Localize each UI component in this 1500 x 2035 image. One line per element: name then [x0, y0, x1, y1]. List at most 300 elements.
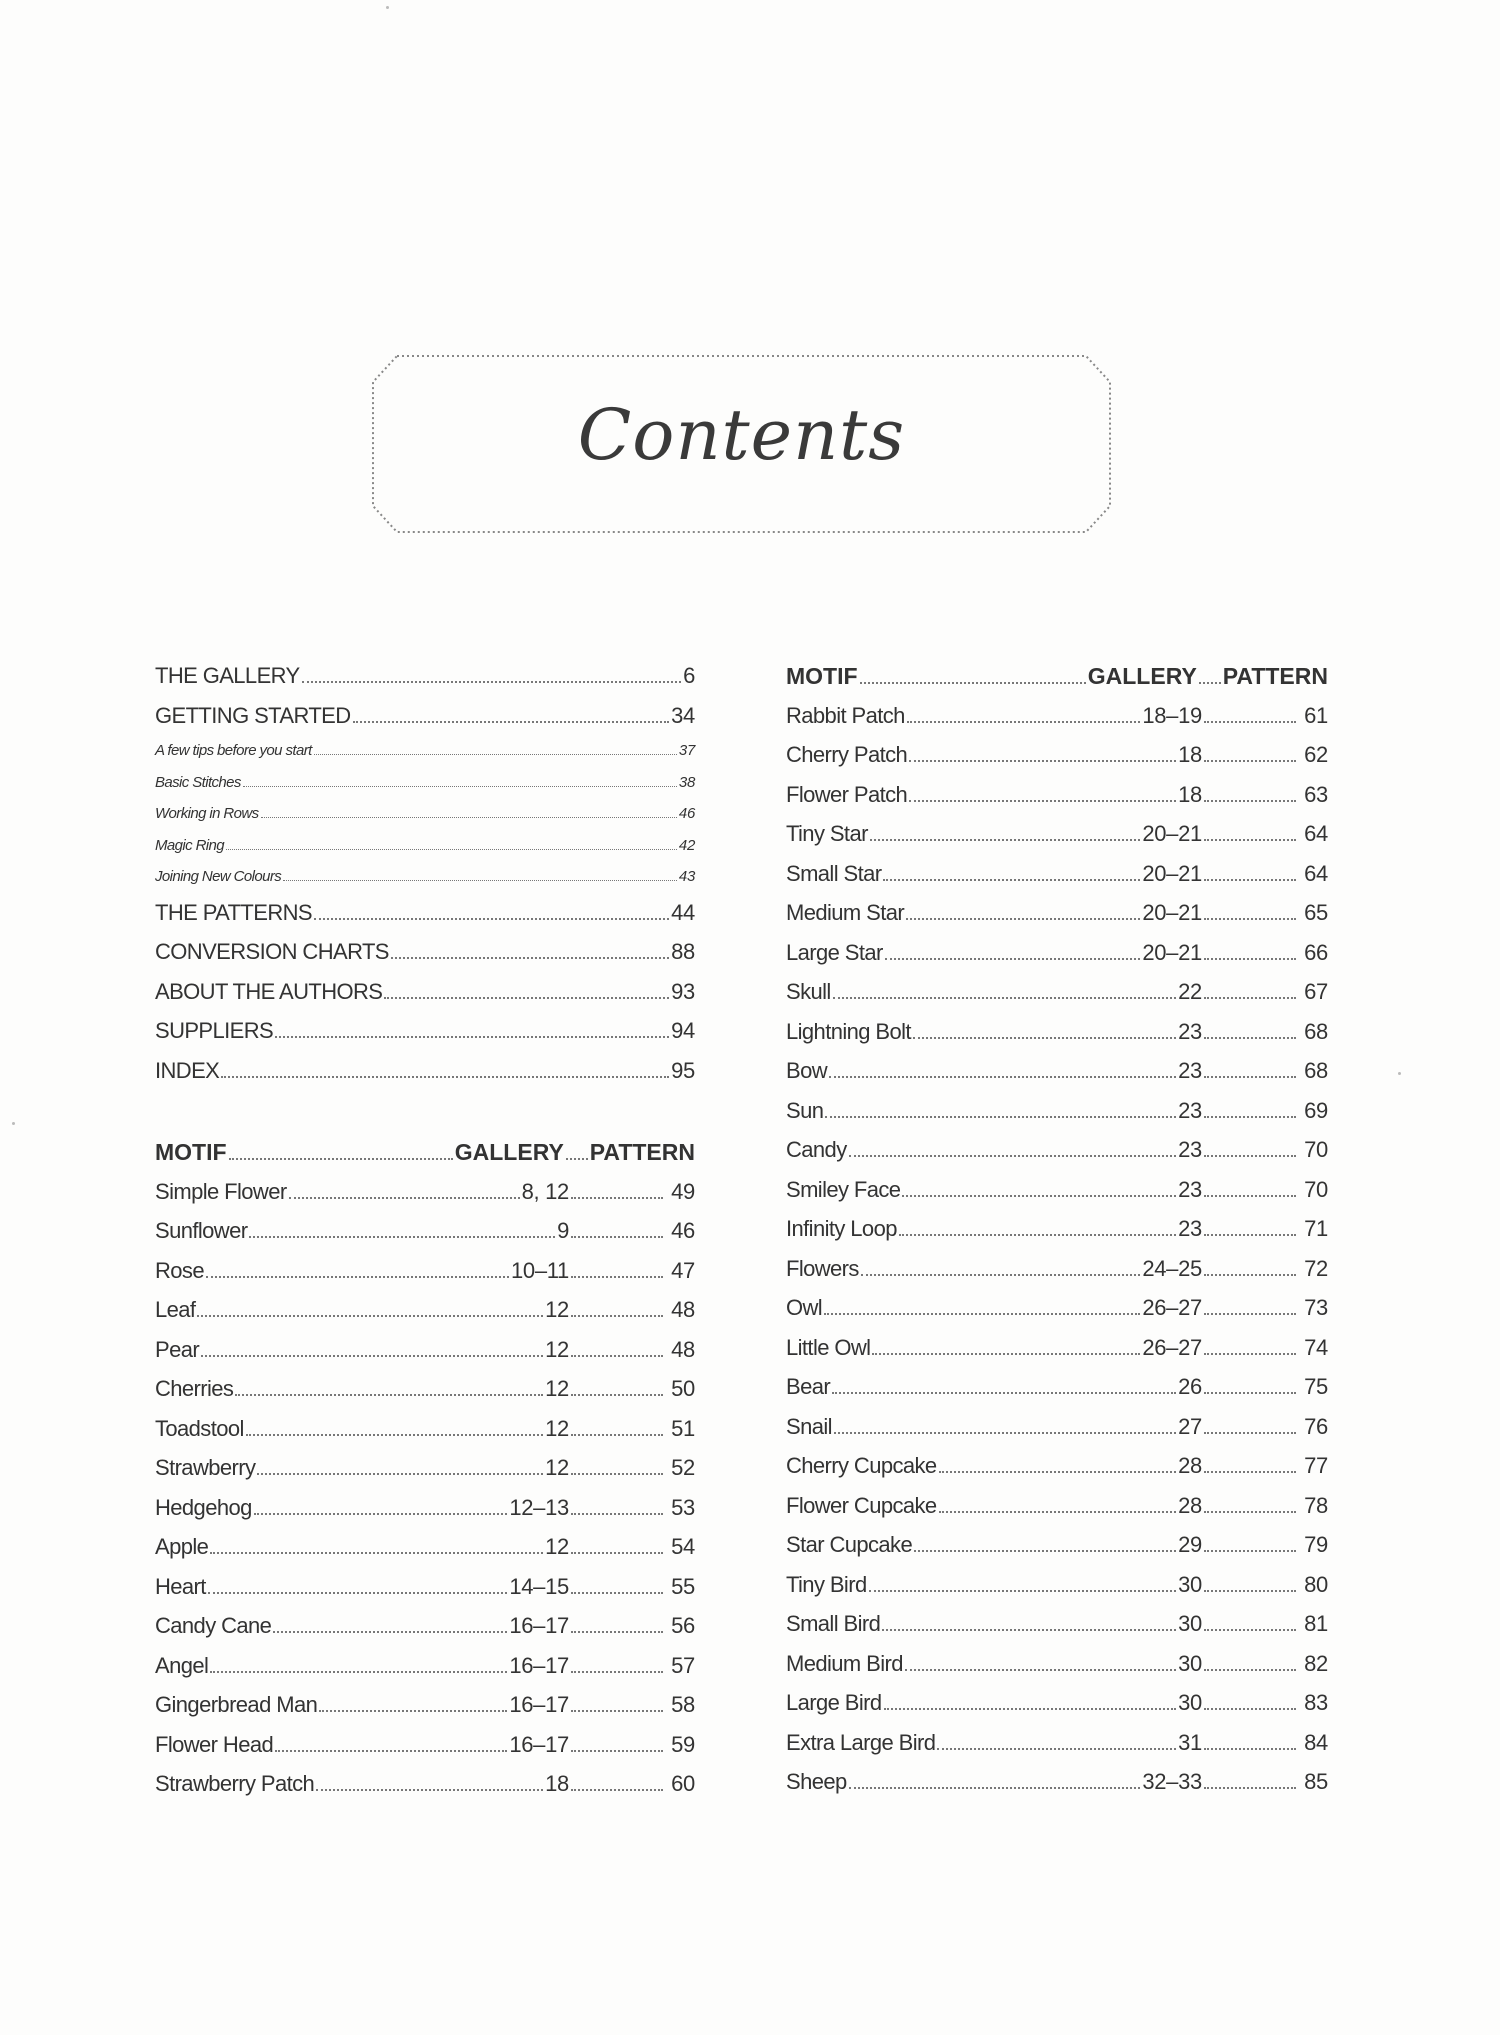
motif-name: Smiley Face — [786, 1176, 901, 1202]
leader-dots — [571, 1552, 663, 1554]
pattern-page: 46 — [671, 1218, 695, 1243]
gallery-page: 20–21 — [1142, 900, 1202, 925]
toc-page-number: 43 — [678, 868, 695, 885]
leader-dots — [937, 1748, 1176, 1750]
pattern-page: 54 — [671, 1534, 695, 1559]
leader-dots — [1204, 1550, 1296, 1552]
pattern-page: 63 — [1304, 781, 1328, 807]
pattern-page: 85 — [1304, 1769, 1328, 1794]
motif-name: Bow — [786, 1058, 827, 1083]
leader-dots — [571, 1434, 663, 1436]
gallery-page: 16–17 — [509, 1652, 569, 1678]
toc-page-number: 94 — [671, 1018, 695, 1043]
leader-dots — [314, 918, 669, 920]
gallery-page: 27 — [1178, 1413, 1202, 1439]
leader-dots — [391, 957, 669, 959]
motif-row — [786, 900, 1328, 940]
leader-dots — [302, 681, 681, 683]
leader-dots — [914, 1550, 1176, 1552]
toc-entry-label: Magic Ring — [155, 836, 225, 854]
leader-dots — [261, 817, 677, 818]
section-spacer — [155, 1097, 695, 1139]
motif-row — [786, 1019, 1328, 1059]
leader-dots — [1204, 1629, 1296, 1631]
leader-dots — [902, 1195, 1176, 1197]
pattern-page: 52 — [671, 1455, 695, 1480]
motif-name: Flowers — [786, 1255, 859, 1281]
motif-row — [786, 1690, 1328, 1730]
pattern-page: 57 — [671, 1652, 695, 1678]
motif-name: Toadstool — [155, 1415, 244, 1441]
leader-dots — [909, 800, 1176, 802]
motif-row — [155, 1376, 695, 1416]
motif-row — [786, 979, 1328, 1019]
leader-dots — [1204, 918, 1296, 920]
motif-name: Flower Cupcake — [786, 1492, 937, 1518]
motif-row — [786, 1730, 1328, 1770]
motif-name: Candy Cane — [155, 1613, 272, 1638]
gallery-page: 22 — [1178, 979, 1202, 1004]
motif-row — [786, 1335, 1328, 1375]
gallery-page: 16–17 — [509, 1613, 569, 1638]
gallery-page: 14–15 — [509, 1573, 569, 1599]
toc-row — [155, 837, 695, 869]
leader-dots — [1204, 1155, 1296, 1157]
gallery-page: 30 — [1178, 1650, 1202, 1676]
pattern-page: 74 — [1304, 1334, 1328, 1360]
toc-row — [155, 663, 695, 703]
leader-dots — [861, 1274, 1141, 1276]
leader-dots — [832, 1392, 1176, 1394]
leader-dots — [229, 1158, 453, 1160]
pattern-page: 48 — [671, 1297, 695, 1322]
motif-name: Cherries — [155, 1376, 234, 1401]
toc-entry-label: SUPPLIERS — [155, 1018, 274, 1043]
pattern-page: 50 — [671, 1376, 695, 1401]
leader-dots — [939, 1471, 1177, 1473]
gallery-page: 8, 12 — [521, 1178, 569, 1204]
motif-name: Extra Large Bird — [786, 1729, 936, 1755]
motif-row — [786, 1414, 1328, 1454]
leader-dots — [1204, 1195, 1296, 1197]
leader-dots — [939, 1511, 1177, 1513]
leader-dots — [834, 1432, 1176, 1434]
gallery-page: 23 — [1178, 1216, 1202, 1241]
motif-name: Angel — [155, 1652, 209, 1678]
gallery-page: 9 — [557, 1218, 569, 1243]
pattern-page: 53 — [671, 1494, 695, 1520]
leader-dots — [1204, 1392, 1296, 1394]
pattern-page: 70 — [1304, 1137, 1328, 1162]
leader-dots — [275, 1036, 669, 1038]
toc-entry-label: THE PATTERNS — [155, 899, 312, 925]
paper-speck — [12, 1122, 15, 1125]
motif-row — [786, 1098, 1328, 1138]
leader-dots — [571, 1315, 663, 1317]
pattern-page: 64 — [1304, 821, 1328, 846]
pattern-page: 66 — [1304, 939, 1328, 965]
leader-dots — [1204, 839, 1296, 841]
leader-dots — [913, 1037, 1176, 1039]
gallery-page: 18–19 — [1142, 702, 1202, 728]
gallery-page: 29 — [1178, 1532, 1202, 1557]
gallery-page: 28 — [1178, 1453, 1202, 1478]
leader-dots — [384, 997, 669, 999]
leader-dots — [201, 1355, 543, 1357]
motif-row — [786, 1769, 1328, 1809]
motif-name: Small Star — [786, 860, 882, 886]
leader-dots — [909, 760, 1176, 762]
leader-dots — [882, 1629, 1176, 1631]
motif-row — [786, 1493, 1328, 1533]
motif-row — [155, 1613, 695, 1653]
motif-name: Infinity Loop — [786, 1216, 897, 1241]
leader-dots — [899, 1234, 1176, 1236]
toc-entry-label: Working in Rows — [155, 805, 259, 822]
pattern-page: 49 — [671, 1178, 695, 1204]
toc-row — [155, 1058, 695, 1098]
pattern-page: 68 — [1304, 1058, 1328, 1083]
gallery-page: 12 — [545, 1455, 569, 1480]
gallery-page: 12 — [545, 1415, 569, 1441]
motif-row — [786, 1137, 1328, 1177]
leader-dots — [870, 839, 1141, 841]
motif-name: Medium Star — [786, 900, 905, 925]
motif-name: Strawberry Patch — [155, 1771, 315, 1796]
pattern-page: 71 — [1304, 1216, 1328, 1241]
pattern-page: 60 — [671, 1771, 695, 1796]
leader-dots — [1204, 1471, 1296, 1473]
motif-name: Bear — [786, 1374, 831, 1399]
toc-page-number: 42 — [678, 836, 695, 854]
leader-dots — [1204, 1669, 1296, 1671]
motif-name: Apple — [155, 1534, 209, 1559]
motif-list-left — [155, 1179, 695, 1811]
leader-dots — [210, 1671, 507, 1673]
leader-dots — [872, 1353, 1140, 1355]
motif-name: Tiny Star — [786, 821, 868, 846]
motif-name: Pear — [155, 1336, 200, 1362]
gallery-page: 30 — [1178, 1611, 1202, 1636]
leader-dots — [316, 1789, 543, 1791]
leader-dots — [1199, 682, 1221, 684]
leader-dots — [243, 786, 677, 787]
leader-dots — [249, 1236, 555, 1238]
pattern-page: 84 — [1304, 1729, 1328, 1755]
toc-entry-label: A few tips before you start — [155, 742, 312, 759]
toc-entry-label: Joining New Colours — [155, 868, 282, 885]
leader-dots — [1204, 760, 1296, 762]
leader-dots — [1204, 1076, 1296, 1078]
toc-page-number: 88 — [671, 939, 695, 964]
gallery-page: 26–27 — [1142, 1334, 1202, 1360]
gallery-page: 12 — [545, 1336, 569, 1362]
motif-row — [786, 1611, 1328, 1651]
leader-dots — [849, 1787, 1141, 1789]
pattern-page: 67 — [1304, 979, 1328, 1004]
motif-name: Flower Head — [155, 1731, 274, 1757]
leader-dots — [1204, 997, 1296, 999]
gallery-page: 10–11 — [510, 1257, 569, 1283]
leader-dots — [1204, 1511, 1296, 1513]
contents-right-column — [786, 663, 1328, 1809]
leader-dots — [571, 1710, 663, 1712]
pattern-page: 73 — [1304, 1295, 1328, 1320]
pattern-page: 76 — [1304, 1413, 1328, 1439]
gallery-page: 12 — [545, 1297, 569, 1322]
toc-page-number: 34 — [671, 702, 695, 728]
toc-entry-label: CONVERSION CHARTS — [155, 939, 389, 964]
leader-dots — [1204, 958, 1296, 960]
motif-name: Simple Flower — [155, 1178, 287, 1204]
motif-column-header: MOTIF — [786, 663, 858, 689]
motif-name: Rose — [155, 1257, 204, 1283]
gallery-column-header: GALLERY — [454, 1139, 564, 1165]
motif-row — [786, 1572, 1328, 1612]
motif-row — [786, 1532, 1328, 1572]
paper-speck — [386, 6, 389, 9]
leader-dots — [824, 1313, 1140, 1315]
motif-name: Sheep — [786, 1769, 847, 1794]
pattern-page: 56 — [671, 1613, 695, 1638]
pattern-page: 59 — [671, 1731, 695, 1757]
pattern-page: 51 — [671, 1415, 695, 1441]
leader-dots — [1204, 1313, 1296, 1315]
motif-name: Small Bird — [786, 1611, 881, 1636]
leader-dots — [885, 958, 1141, 960]
leader-dots — [1204, 1116, 1296, 1118]
pattern-page: 65 — [1304, 900, 1328, 925]
toc-entry-label: GETTING STARTED — [155, 702, 351, 728]
pattern-page: 68 — [1304, 1018, 1328, 1044]
leader-dots — [825, 1116, 1176, 1118]
leader-dots — [869, 1590, 1177, 1592]
page-title: Contents — [577, 394, 906, 476]
toc-entry-label: Basic Stitches — [155, 773, 241, 791]
leader-dots — [571, 1631, 663, 1633]
motif-row — [786, 1058, 1328, 1098]
toc-page-number: 44 — [671, 899, 695, 925]
toc-page-number: 6 — [683, 663, 695, 688]
leader-dots — [210, 1552, 543, 1554]
toc-entry-label: INDEX — [155, 1057, 220, 1083]
motif-name: Gingerbread Man — [155, 1692, 318, 1717]
leader-dots — [1204, 800, 1296, 802]
leader-dots — [1204, 1274, 1296, 1276]
leader-dots — [246, 1434, 543, 1436]
leader-dots — [319, 1710, 507, 1712]
leader-dots — [275, 1750, 507, 1752]
pattern-page: 70 — [1304, 1176, 1328, 1202]
pattern-page: 82 — [1304, 1650, 1328, 1676]
motif-row — [786, 703, 1328, 743]
motif-row — [786, 1216, 1328, 1256]
leader-dots — [905, 1669, 1176, 1671]
leader-dots — [571, 1750, 663, 1752]
leader-dots — [884, 1708, 1177, 1710]
toc-entry-label: ABOUT THE AUTHORS — [155, 978, 383, 1004]
leader-dots — [1204, 1787, 1296, 1789]
motif-name: Leaf — [155, 1297, 196, 1322]
motif-name: Star Cupcake — [786, 1532, 913, 1557]
motif-row — [786, 782, 1328, 822]
motif-row — [155, 1534, 695, 1574]
motif-name: Cherry Cupcake — [786, 1453, 937, 1478]
leader-dots — [860, 682, 1086, 684]
toc-list — [155, 663, 695, 1097]
gallery-page: 12 — [545, 1376, 569, 1401]
motif-header-row — [786, 663, 1328, 703]
motif-row — [155, 1455, 695, 1495]
motif-row — [155, 1732, 695, 1772]
motif-name: Candy — [786, 1137, 847, 1162]
motif-name: Flower Patch — [786, 781, 908, 807]
pattern-page: 58 — [671, 1692, 695, 1717]
gallery-page: 23 — [1178, 1137, 1202, 1162]
gallery-page: 18 — [545, 1771, 569, 1796]
gallery-page: 31 — [1178, 1729, 1202, 1755]
gallery-page: 16–17 — [509, 1731, 569, 1757]
leader-dots — [353, 721, 670, 723]
pattern-column-header: PATTERN — [589, 1139, 695, 1165]
gallery-page: 23 — [1178, 1058, 1202, 1083]
leader-dots — [206, 1276, 509, 1278]
toc-page-number: 37 — [678, 742, 695, 759]
pattern-page: 69 — [1304, 1097, 1328, 1123]
motif-name: Large Star — [786, 939, 883, 965]
gallery-page: 12 — [545, 1534, 569, 1559]
leader-dots — [907, 721, 1141, 723]
pattern-page: 47 — [671, 1257, 695, 1283]
pattern-page: 77 — [1304, 1453, 1328, 1478]
motif-row — [155, 1692, 695, 1732]
leader-dots — [571, 1789, 663, 1791]
motif-name: Heart — [155, 1573, 206, 1599]
motif-name: Hedgehog — [155, 1494, 252, 1520]
leader-dots — [566, 1158, 588, 1160]
motif-name: Tiny Bird — [786, 1571, 867, 1597]
pattern-page: 61 — [1304, 702, 1328, 728]
gallery-page: 26 — [1178, 1374, 1202, 1399]
leader-dots — [226, 849, 677, 850]
leader-dots — [571, 1355, 663, 1357]
pattern-page: 79 — [1304, 1532, 1328, 1557]
title-frame — [369, 352, 1114, 536]
gallery-page: 30 — [1178, 1690, 1202, 1715]
leader-dots — [273, 1631, 507, 1633]
motif-row — [786, 861, 1328, 901]
motif-row — [155, 1653, 695, 1693]
motif-row — [786, 742, 1328, 782]
pattern-page: 62 — [1304, 742, 1328, 767]
leader-dots — [257, 1473, 543, 1475]
motif-row — [155, 1179, 695, 1219]
gallery-page: 18 — [1178, 742, 1202, 767]
motif-row — [786, 940, 1328, 980]
toc-row — [155, 868, 695, 900]
leader-dots — [197, 1315, 543, 1317]
pattern-page: 72 — [1304, 1255, 1328, 1281]
leader-dots — [571, 1276, 663, 1278]
leader-dots — [571, 1671, 663, 1673]
motif-row — [155, 1574, 695, 1614]
gallery-page: 23 — [1178, 1176, 1202, 1202]
leader-dots — [235, 1394, 543, 1396]
leader-dots — [221, 1076, 669, 1078]
leader-dots — [849, 1155, 1177, 1157]
motif-row — [786, 821, 1328, 861]
motif-row — [786, 1453, 1328, 1493]
leader-dots — [1204, 721, 1296, 723]
pattern-column-header: PATTERN — [1222, 663, 1328, 689]
motif-name: Rabbit Patch — [786, 702, 905, 728]
leader-dots — [571, 1473, 663, 1475]
toc-row — [155, 1018, 695, 1058]
gallery-page: 20–21 — [1142, 821, 1202, 846]
toc-page-number: 46 — [678, 805, 695, 822]
motif-row — [786, 1295, 1328, 1335]
leader-dots — [314, 754, 677, 755]
leader-dots — [829, 1076, 1176, 1078]
toc-row — [155, 979, 695, 1019]
leader-dots — [571, 1513, 663, 1515]
toc-page-number: 95 — [671, 1057, 695, 1083]
pattern-page: 83 — [1304, 1690, 1328, 1715]
leader-dots — [1204, 1432, 1296, 1434]
toc-row — [155, 900, 695, 940]
pattern-page: 64 — [1304, 860, 1328, 886]
motif-name: Skull — [786, 979, 831, 1004]
gallery-page: 32–33 — [1142, 1769, 1202, 1794]
motif-row — [786, 1374, 1328, 1414]
motif-list-right — [786, 703, 1328, 1809]
leader-dots — [571, 1197, 663, 1199]
gallery-page: 23 — [1178, 1097, 1202, 1123]
motif-row — [786, 1177, 1328, 1217]
leader-dots — [1204, 879, 1296, 881]
leader-dots — [1204, 1234, 1296, 1236]
motif-row — [786, 1256, 1328, 1296]
motif-column-header: MOTIF — [155, 1139, 227, 1165]
pattern-page: 75 — [1304, 1374, 1328, 1399]
gallery-page: 30 — [1178, 1571, 1202, 1597]
gallery-page: 23 — [1178, 1018, 1202, 1044]
gallery-page: 24–25 — [1142, 1255, 1202, 1281]
toc-row — [155, 742, 695, 774]
motif-name: Owl — [786, 1295, 823, 1320]
motif-name: Snail — [786, 1413, 832, 1439]
motif-name: Large Bird — [786, 1690, 882, 1715]
toc-row — [155, 805, 695, 837]
leader-dots — [883, 879, 1140, 881]
leader-dots — [1204, 1708, 1296, 1710]
leader-dots — [833, 997, 1176, 999]
gallery-page: 20–21 — [1142, 939, 1202, 965]
motif-name: Sunflower — [155, 1218, 248, 1243]
pattern-page: 55 — [671, 1573, 695, 1599]
motif-row — [786, 1651, 1328, 1691]
motif-header-row — [155, 1139, 695, 1179]
gallery-page: 16–17 — [509, 1692, 569, 1717]
gallery-page: 18 — [1178, 781, 1202, 807]
toc-page-number: 38 — [678, 773, 695, 791]
gallery-column-header: GALLERY — [1087, 663, 1197, 689]
leader-dots — [1204, 1353, 1296, 1355]
toc-row — [155, 939, 695, 979]
gallery-page: 26–27 — [1142, 1295, 1202, 1320]
motif-name: Medium Bird — [786, 1650, 903, 1676]
motif-name: Little Owl — [786, 1334, 871, 1360]
